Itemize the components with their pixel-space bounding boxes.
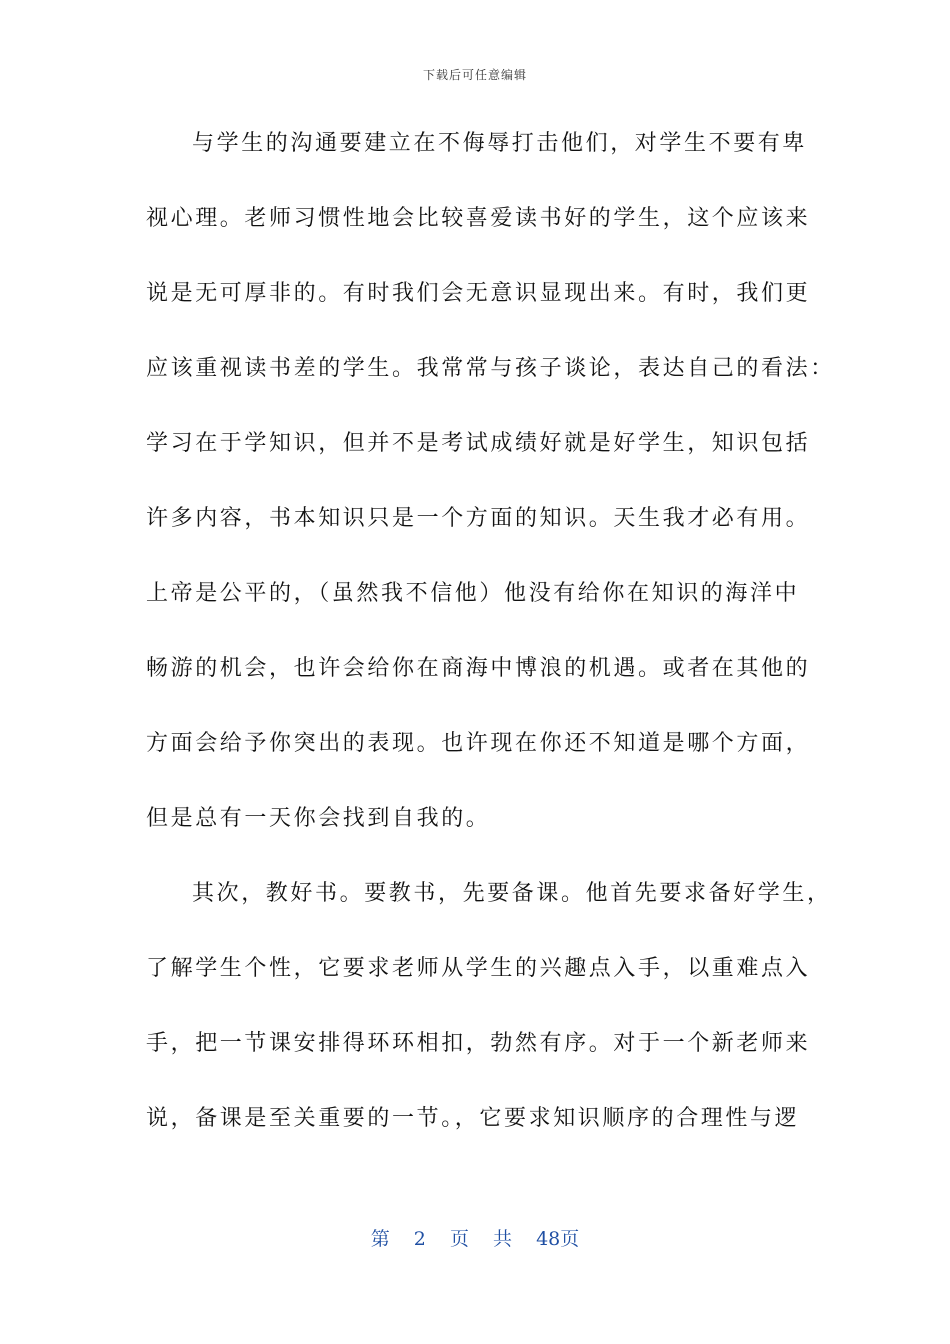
footer-page-label: 第 [370,1228,390,1250]
footer-total-label: 共 [493,1228,513,1250]
text-line: 视心理。老师习惯性地会比较喜爱读书好的学生，这个应该来 [146,206,811,231]
text-line: 与学生的沟通要建立在不侮辱打击他们，对学生不要有卑 [192,131,808,156]
text-line: 说，备课是至关重要的一节。，它要求知识顺序的合理性与逻 [146,1106,800,1131]
text-line: 上帝是公平的，（虽然我不信他）他没有给你在知识的海洋中 [146,581,800,606]
page-footer [0,1224,950,1251]
page-header: 下载后可任意编辑 [422,68,527,82]
text-line: 应该重视读书差的学生。我常常与孩子谈论，表达自己的看法： [146,356,835,381]
footer-page-unit: 页 [449,1228,469,1250]
paragraph-1 [146,118,835,868]
text-line: 许多内容，书本知识只是一个方面的知识。天生我才必有用。 [146,506,811,531]
footer-current-page: 2 [413,1228,426,1250]
document-body [146,118,835,1168]
text-line: 学习在于学知识，但并不是考试成绩好就是好学生，知识包括 [146,431,811,456]
text-line: 手，把一节课安排得环环相扣，勃然有序。对于一个新老师来 [146,1031,811,1056]
text-line: 说是无可厚非的。有时我们会无意识显现出来。有时，我们更 [146,281,811,306]
text-line: 方面会给予你突出的表现。也许现在你还不知道是哪个方面， [146,731,811,756]
footer-total-pages: 48页 [536,1228,580,1250]
text-line: 其次，教好书。要教书，先要备课。他首先要求备好学生， [192,881,832,906]
text-line: 但是总有一天你会找到自我的。 [146,806,491,831]
text-line: 了解学生个性，它要求老师从学生的兴趣点入手，以重难点入 [146,956,811,981]
paragraph-2 [146,868,832,1168]
text-line: 畅游的机会，也许会给你在商海中博浪的机遇。或者在其他的 [146,656,811,681]
